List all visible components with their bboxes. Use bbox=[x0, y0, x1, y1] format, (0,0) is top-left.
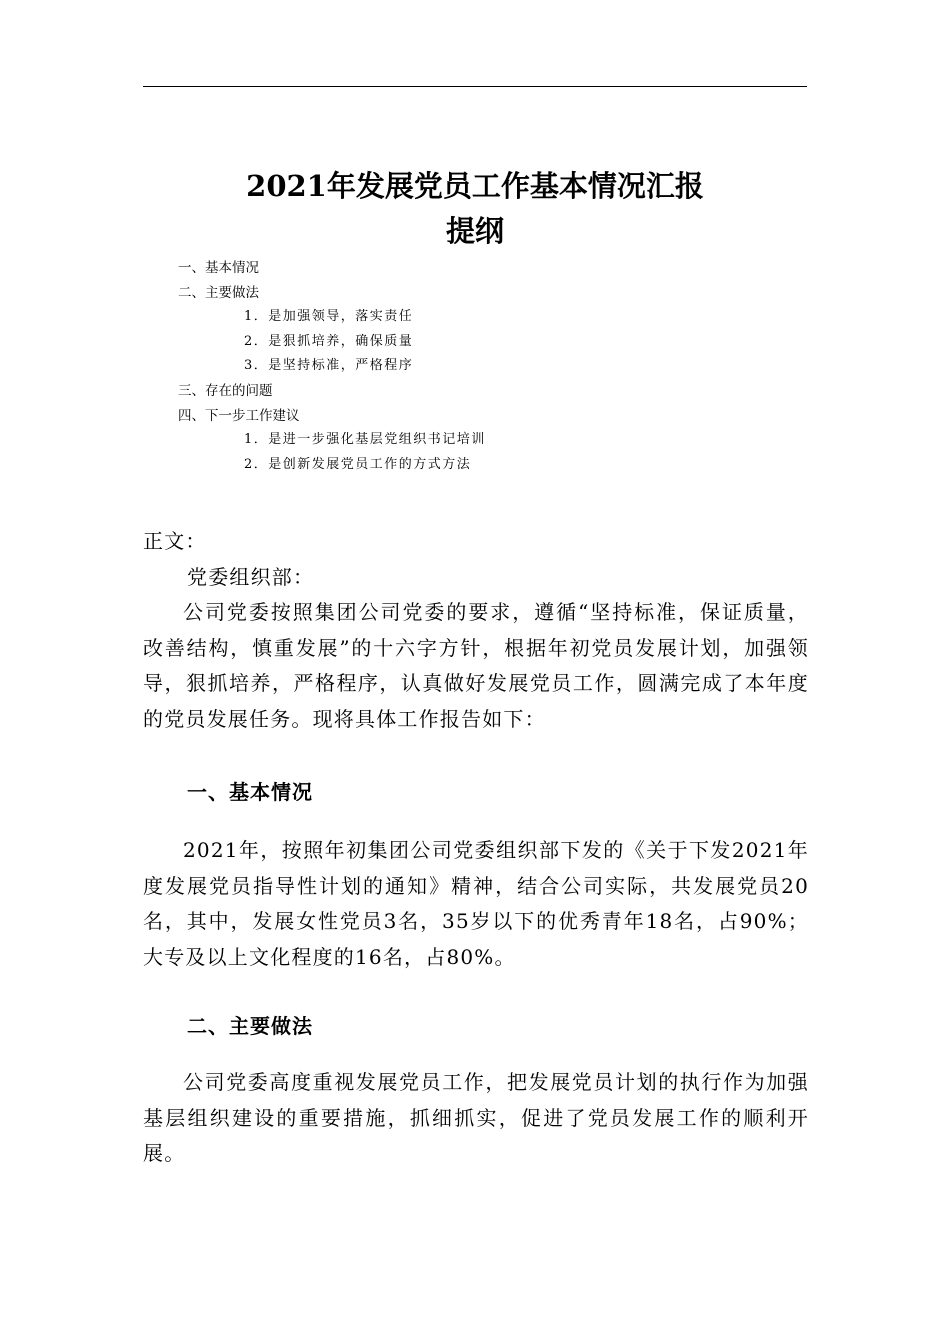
section-heading: 二、主要做法 bbox=[187, 1014, 313, 1038]
document-title: 2021年发展党员工作基本情况汇报 bbox=[246, 169, 704, 203]
outline-item: 四、下一步工作建议 bbox=[178, 407, 300, 424]
outline-subitem: 2．是狠抓培养，确保质量 bbox=[244, 333, 414, 349]
section-body bbox=[143, 833, 809, 975]
section-body bbox=[143, 1065, 809, 1172]
outline-subitem: 3．是坚持标准，严格程序 bbox=[244, 358, 414, 374]
salutation: 党委组织部： bbox=[187, 564, 315, 589]
body-intro bbox=[143, 524, 809, 737]
outline-item: 二、主要做法 bbox=[178, 284, 259, 301]
header-rule bbox=[143, 86, 807, 87]
outline-item: 三、存在的问题 bbox=[178, 382, 273, 399]
outline-item: 一、基本情况 bbox=[178, 260, 259, 276]
section2-paragraph: 公司党委高度重视发展党员工作，把发展党员计划的执行作为加强基层组织建设的重要措施，抓细抓实，促进了党员发展工作的顺利开展。 bbox=[143, 1070, 809, 1165]
intro-paragraph: 公司党委按照集团公司党委的要求，遵循“坚持标准，保证质量，改善结构，慎重发展”的十六字方针，根据年初党员发展计划，加强领导，狠抓培养，严格程序，认真做好发展党员工作，圆满完成了本年度的党员发展任务。现将具体工作报告如下： bbox=[143, 600, 809, 731]
section-heading: 一、基本情况 bbox=[187, 780, 313, 804]
outline-subitem: 2．是创新发展党员工作的方式方法 bbox=[244, 456, 472, 472]
body-label: 正文： bbox=[143, 529, 207, 553]
outline-subitem: 1．是加强领导，落实责任 bbox=[244, 309, 414, 325]
document-subtitle: 提纲 bbox=[445, 214, 504, 248]
outline-list bbox=[0, 256, 950, 477]
section1-paragraph: 2021年，按照年初集团公司党委组织部下发的《关于下发2021年度发展党员指导性计划的通知》精神，结合公司实际，共发展党员20名，其中，发展女性党员3名，35岁以下的优秀青年18名，占90%；大专及以上文化程度的16名，占80%。 bbox=[143, 838, 809, 969]
outline-subitem: 1．是进一步强化基层党组织书记培训 bbox=[244, 432, 486, 448]
